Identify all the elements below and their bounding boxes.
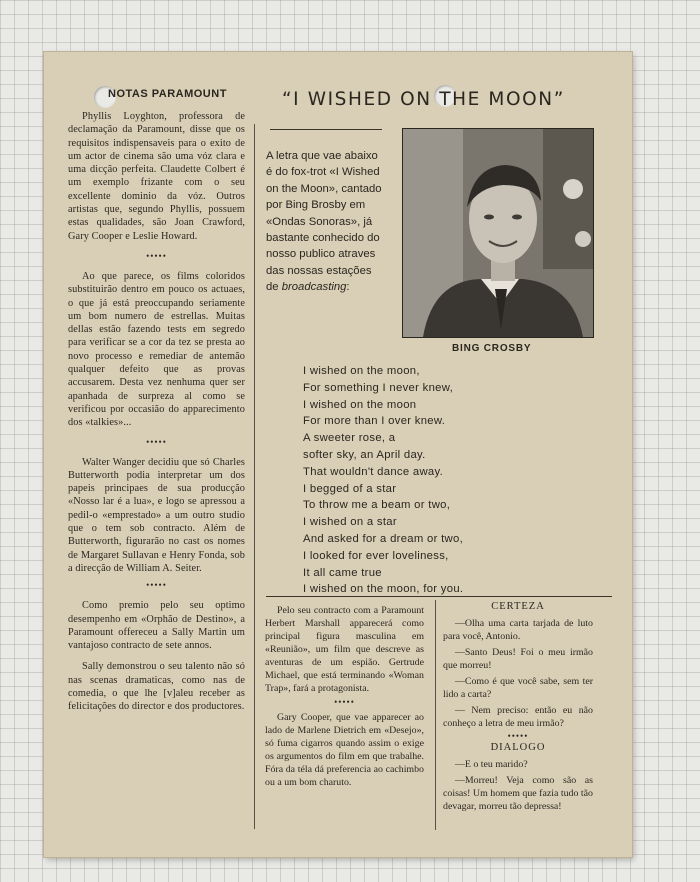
lyric-line: I wished on the moon, for you. (303, 583, 464, 596)
song-lyrics (303, 363, 563, 598)
bottom-rule (266, 596, 612, 597)
portrait-illustration (403, 129, 593, 337)
separator: ••••• (507, 731, 529, 741)
dialogo-line: —E o teu marido? (455, 759, 528, 770)
article-walter-wanger: Walter Wanger decidiu que só Charles Butterworth podia interpretar um dos papeis principaes de sua producção «Nosso lar é a lua», e logo se apressou a pedil-o «emprestado» a um outro studio que o tem sob contracto. Além de Butterworth, figurarão no cast os nomes de Margaret Sullavan e Henry Fonda, sob a direcção de William A. Seiter. (68, 456, 245, 574)
lyric-line: A sweeter rose, a (303, 432, 396, 445)
dialogo-line: —Morreu! Veja como são as coisas! Um homem que fazia tudo tão devagar, morreu tão depressa! (443, 775, 593, 812)
lyric-line: That wouldn't dance away. (303, 465, 444, 478)
left-column (68, 110, 245, 714)
intro-colon: : (346, 281, 350, 294)
article-herbert-marshall: Pelo seu contracto com a Paramount Herbert Marshall apparecerá como principal figura masculina em «Reunião», um film que descreve as aventuras de um espião. Gertrude Michael, que está terminando «Woman Trap», fará a protagonista. (265, 605, 424, 694)
certeza-title: CERTEZA (491, 601, 545, 612)
bing-crosby-photo (402, 128, 594, 338)
article-gary-cooper: Gary Cooper, que vae apparecer ao lado de Marlene Dietrich em «Desejo», só fuma cigarros quando assim o exige os argumentos do film em que trabalhe. Fóra da téla dá preferencia ao cachimbo ou a um bom charuto. (265, 712, 424, 788)
column-divider (254, 124, 255, 829)
intro-text-body: A letra que vae abaixo é do fox-trot «I Wished on the Moon», cantado por Bing Brosby em «Ondas Sonoras», já bastante conhecido do nosso publico atraves das nossas estações de (266, 150, 382, 294)
dialogo-title: DIALOGO (490, 742, 546, 753)
certeza-line: — Nem preciso: então eu não conheço a letra de meu irmão? (443, 705, 593, 729)
intro-rule (270, 129, 382, 130)
article-sally-talent: Sally demonstrou o seu talento não só nas scenas dramaticas, como nas de comedia, o que lhe [v]aleu receber as felicitações do director e dos productores. (68, 661, 245, 713)
certeza-line: —Como é que você sabe, sem ter lido a carta? (443, 676, 593, 700)
lyric-line: For something I never knew, (303, 381, 454, 394)
lyric-line: I begged of a star (303, 482, 397, 495)
separator: ••••• (146, 436, 167, 447)
bottom-middle-column (265, 604, 424, 789)
intro-text (266, 148, 386, 296)
lyric-line: To throw me a beam or two, (303, 499, 451, 512)
bottom-right-column (443, 601, 593, 813)
lyric-line: It all came true (303, 566, 382, 579)
page-headline: “I WISHED ON THE MOON” (282, 89, 565, 110)
article-phyllis: Phyllis Loyghton, professora de declamação da Paramount, disse que os requisitos indispensaveis para o exito de um actor de cinema são uma vóz clara e uma dicção perfeita. Claudette Colbert é um exemplo frizante com o seu excellente dominio da vóz. Outros artistas que, segundo Phyllis, possuem estas qualidades, são Joan Crawford, Gary Cooper e Leslie Howard. (68, 111, 245, 242)
newspaper-clipping (44, 52, 632, 857)
photo-caption: BING CROSBY (452, 343, 532, 354)
article-sally-martin: Como premio pelo seu optimo desempenho em «Orphão de Destino», a Paramount offereceu a Sally Martin um vantajoso contracto de sete annos. (68, 600, 245, 652)
lyric-line: I wished on the moon (303, 398, 417, 411)
section-title: NOTAS PARAMOUNT (108, 88, 227, 100)
article-films-coloridos: Ao que parece, os films coloridos substituirão dentro em pouco os actuaes, o que já está preoccupando seriamente um bom numero de estrellas. Muitas dellas estão fazendo tests em segredo para verificar se a cor da tez se presta ao novo processo e remediar de antemão qualquer defeito que as provas accusarem. Desta vez nenhuma quer ser apanhada de surpreza al como se verificou por occasião do apparecimento dos «talkies»... (68, 270, 245, 429)
lyric-line: I wished on a star (303, 516, 397, 529)
bottom-divider (435, 600, 436, 830)
lyric-line: softer sky, an April day. (303, 448, 426, 461)
separator: ••••• (146, 250, 167, 261)
lyric-line: And asked for a dream or two, (303, 532, 464, 545)
lyric-line: I wished on the moon, (303, 365, 420, 377)
separator: ••••• (334, 697, 355, 707)
separator: ••••• (146, 580, 167, 591)
lyric-line: I looked for ever loveliness, (303, 549, 449, 562)
lyric-line: For more than I over knew. (303, 415, 446, 428)
intro-italic: broadcasting (281, 281, 347, 294)
certeza-line: —Olha uma carta tarjada de luto para você, Antonio. (443, 618, 593, 642)
certeza-line: —Santo Deus! Foi o meu irmão que morreu! (443, 647, 593, 671)
